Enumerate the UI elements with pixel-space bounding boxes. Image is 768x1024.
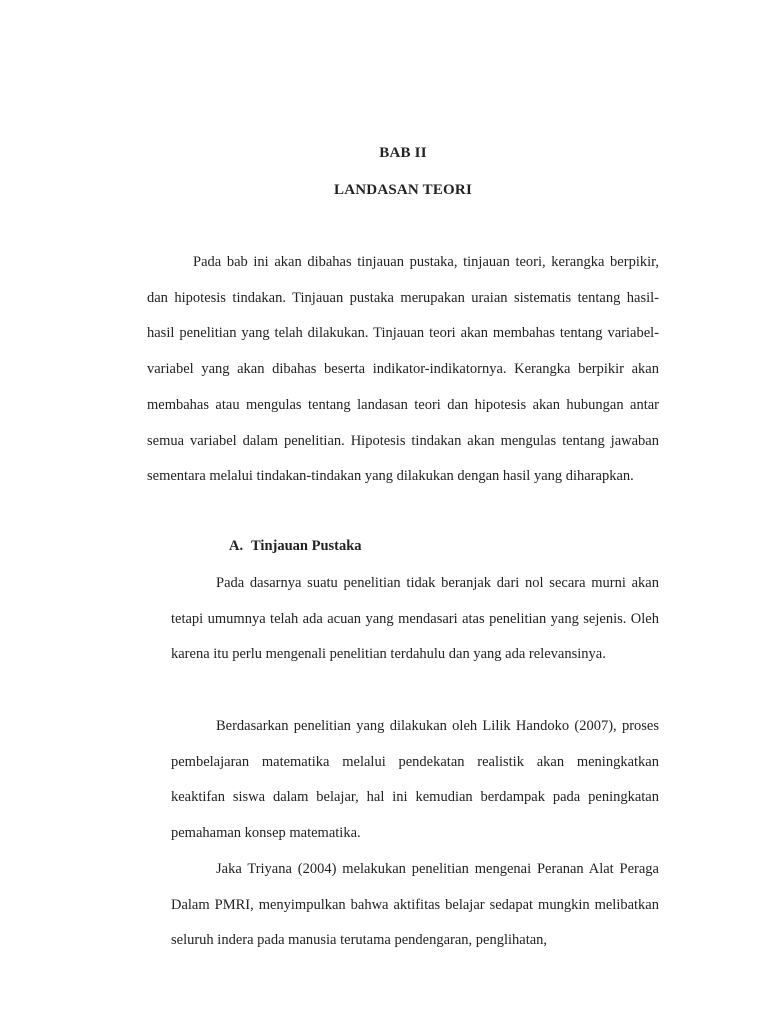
section-letter: A. bbox=[229, 538, 244, 554]
section-paragraph: Pada dasarnya suatu penelitian tidak beranjak dari nol secara murni akan tetapi umumnya telah ada acuan yang mendasari atas penelitian yang sejenis. Oleh karena itu perlu mengenali penelitian terdahulu dan yang ada relevansinya. bbox=[171, 575, 659, 663]
section-heading bbox=[229, 538, 362, 555]
section-title: Tinjauan Pustaka bbox=[251, 538, 362, 554]
intro-paragraph: Pada bab ini akan dibahas tinjauan pustaka, tinjauan teori, kerangka berpikir, dan hipotesis tindakan. Tinjauan pustaka merupakan uraian sistematis tentang hasil-hasil penelitian yang telah dilakukan. Tinjauan teori akan membahas tentang variabel-variabel yang akan dibahas beserta indikator-indikatornya. Kerangka berpikir akan membahas atau mengulas tentang landasan teori dan hipotesis akan hubungan antar semua variabel dalam penelitian. Hipotesis tindakan akan mengulas tentang jawaban sementara melalui tindakan-tindakan yang dilakukan dengan hasil yang diharapkan. bbox=[147, 254, 659, 485]
chapter-number: BAB II bbox=[379, 145, 427, 161]
section-paragraph: Berdasarkan penelitian yang dilakukan oleh Lilik Handoko (2007), proses pembelajaran matematika melalui pendekatan realistik akan meningkatkan keaktifan siswa dalam belajar, hal ini kemudian berdampak pada peningkatan pemahaman konsep matematika. bbox=[171, 718, 659, 842]
chapter-title: LANDASAN TEORI bbox=[334, 182, 472, 198]
section-paragraph: Jaka Triyana (2004) melakukan penelitian mengenai Peranan Alat Peraga Dalam PMRI, menyimpulkan bahwa aktifitas belajar sedapat mungkin melibatkan seluruh indera pada manusia terutama pendengaran, penglihatan, bbox=[171, 861, 659, 949]
